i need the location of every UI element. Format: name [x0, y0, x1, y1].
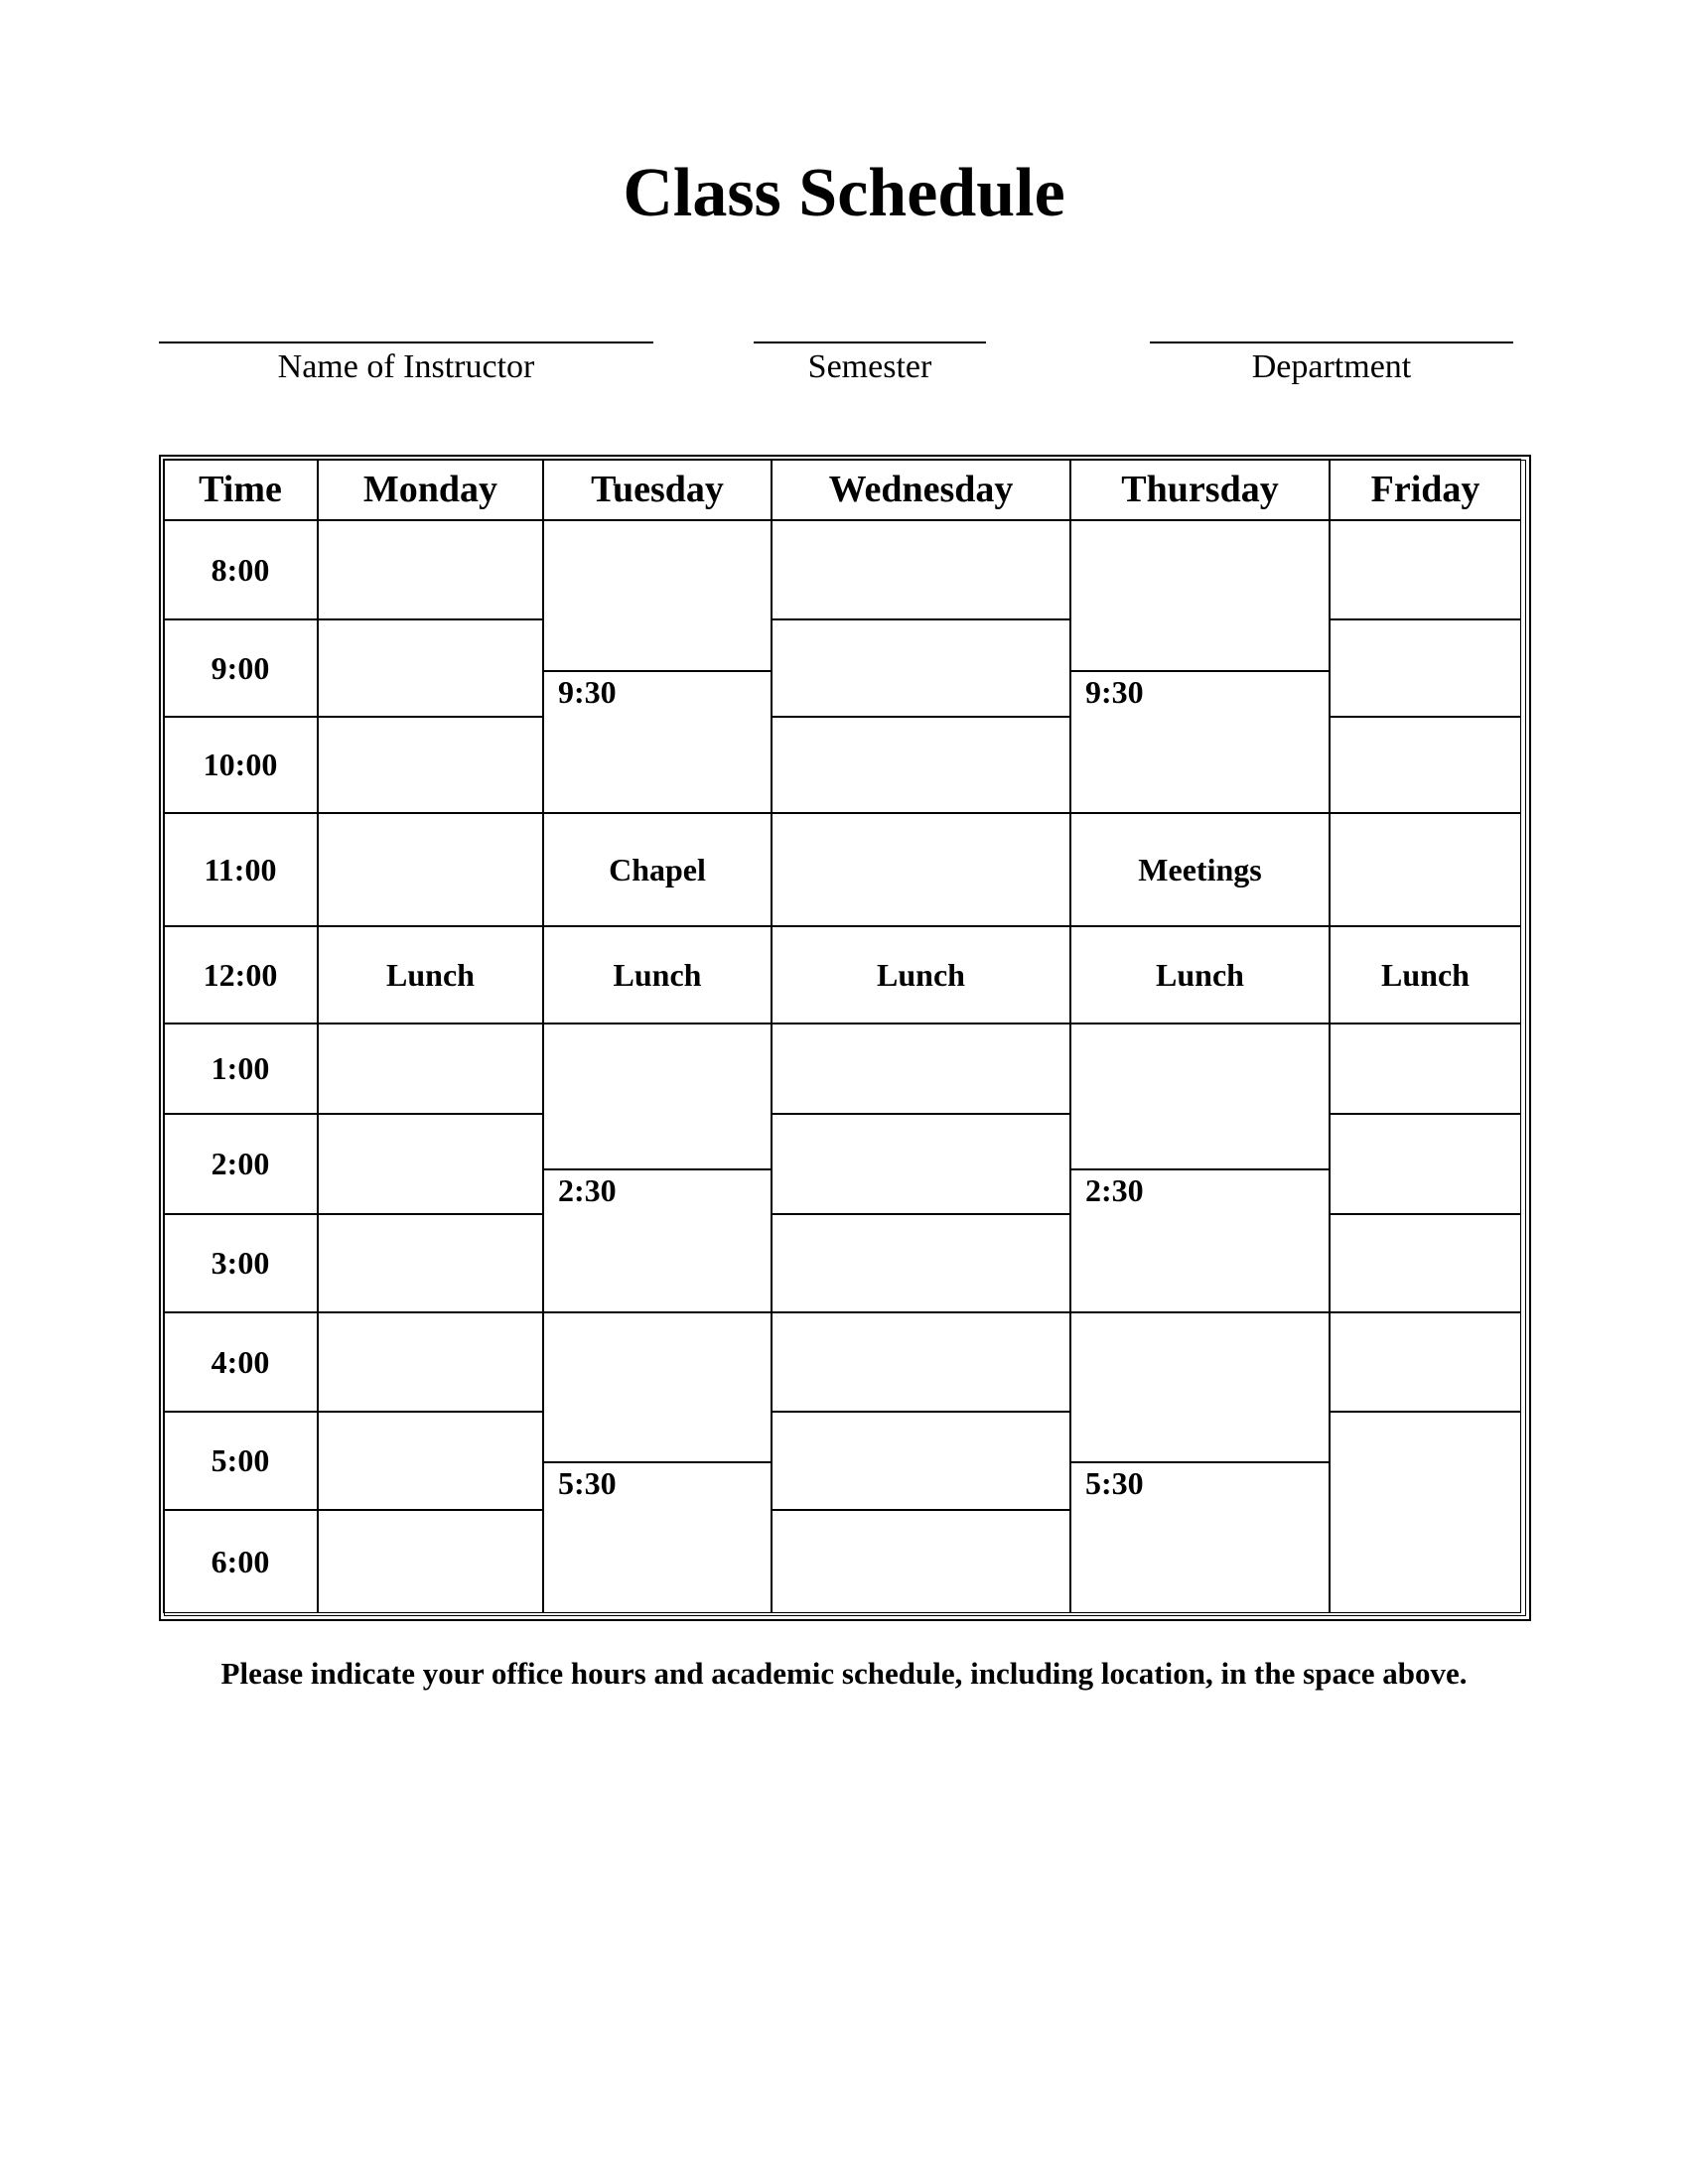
schedule-slot[interactable] [318, 520, 543, 619]
block-start-time: 5:30 [558, 1465, 617, 1501]
schedule-slot[interactable] [318, 1024, 543, 1114]
schedule-slot[interactable] [318, 619, 543, 717]
department-field[interactable] [1150, 341, 1513, 387]
schedule-slot[interactable] [543, 1312, 772, 1462]
time-cell: 12:00 [163, 926, 318, 1024]
schedule-slot[interactable] [543, 1024, 772, 1169]
lunch-slot: Lunch [772, 926, 1070, 1024]
header-friday: Friday [1330, 459, 1521, 520]
schedule-slot[interactable] [1070, 1169, 1330, 1312]
schedule-slot[interactable] [772, 520, 1070, 619]
time-cell: 5:00 [163, 1412, 318, 1510]
schedule-slot[interactable] [1330, 1024, 1521, 1114]
schedule-slot[interactable] [1330, 1114, 1521, 1214]
schedule-slot[interactable] [1070, 671, 1330, 813]
schedule-slot[interactable] [1330, 619, 1521, 717]
meetings-slot: Meetings [1070, 813, 1330, 926]
header-time: Time [163, 459, 318, 520]
schedule-slot[interactable] [772, 1510, 1070, 1613]
schedule-slot[interactable] [772, 1312, 1070, 1412]
page-title: Class Schedule [623, 155, 1065, 231]
schedule-slot[interactable] [1330, 1214, 1521, 1312]
block-start-time: 5:30 [1085, 1465, 1144, 1501]
chapel-slot: Chapel [543, 813, 772, 926]
time-cell: 9:00 [163, 619, 318, 717]
schedule-slot[interactable] [318, 1214, 543, 1312]
lunch-slot: Lunch [318, 926, 543, 1024]
schedule-grid [159, 455, 1531, 1621]
time-cell: 8:00 [163, 520, 318, 619]
time-cell: 3:00 [163, 1214, 318, 1312]
schedule-slot[interactable] [1330, 717, 1521, 813]
lunch-slot: Lunch [1330, 926, 1521, 1024]
time-cell: 4:00 [163, 1312, 318, 1412]
schedule-slot[interactable] [772, 1412, 1070, 1510]
header-monday: Monday [318, 459, 543, 520]
semester-label: Semester [807, 348, 932, 385]
semester-field[interactable] [754, 341, 986, 387]
lunch-slot: Lunch [1070, 926, 1330, 1024]
schedule-slot[interactable] [543, 520, 772, 671]
schedule-slot[interactable] [772, 1114, 1070, 1214]
schedule-slot[interactable] [1070, 1462, 1330, 1613]
schedule-slot[interactable] [772, 1214, 1070, 1312]
schedule-slot[interactable] [1070, 1312, 1330, 1462]
time-cell: 10:00 [163, 717, 318, 813]
instructor-name-label: Name of Instructor [277, 348, 535, 385]
block-start-time: 9:30 [558, 674, 617, 710]
time-cell: 2:00 [163, 1114, 318, 1214]
department-label: Department [1251, 348, 1412, 385]
lunch-slot: Lunch [543, 926, 772, 1024]
block-start-time: 2:30 [1085, 1172, 1144, 1208]
header-wednesday: Wednesday [772, 459, 1070, 520]
schedule-slot[interactable] [772, 813, 1070, 926]
department-line [1150, 341, 1513, 343]
semester-line [754, 341, 986, 343]
header-tuesday: Tuesday [543, 459, 772, 520]
schedule-slot[interactable] [772, 619, 1070, 717]
schedule-slot[interactable] [543, 1169, 772, 1312]
schedule-slot[interactable] [1330, 813, 1521, 926]
schedule-slot[interactable] [318, 1412, 543, 1510]
time-cell: 1:00 [163, 1024, 318, 1114]
schedule-slot[interactable] [1330, 1412, 1521, 1613]
schedule-slot[interactable] [772, 1024, 1070, 1114]
instructor-name-line [159, 341, 653, 343]
schedule-slot[interactable] [543, 1462, 772, 1613]
header-thursday: Thursday [1070, 459, 1330, 520]
schedule-slot[interactable] [318, 813, 543, 926]
schedule-slot[interactable] [318, 1114, 543, 1214]
schedule-slot[interactable] [772, 717, 1070, 813]
schedule-slot[interactable] [543, 671, 772, 813]
time-cell: 11:00 [163, 813, 318, 926]
footer-instructions: Please indicate your office hours and academic schedule, including location, in the space above. [220, 1656, 1468, 1691]
schedule-slot[interactable] [318, 717, 543, 813]
block-start-time: 2:30 [558, 1172, 617, 1208]
schedule-slot[interactable] [1070, 520, 1330, 671]
schedule-slot[interactable] [318, 1510, 543, 1613]
instructor-name-field[interactable] [159, 341, 653, 387]
block-start-time: 9:30 [1085, 674, 1144, 710]
time-cell: 6:00 [163, 1510, 318, 1613]
schedule-slot[interactable] [318, 1312, 543, 1412]
schedule-slot[interactable] [1330, 520, 1521, 619]
schedule-slot[interactable] [1070, 1024, 1330, 1169]
schedule-slot[interactable] [1330, 1312, 1521, 1412]
